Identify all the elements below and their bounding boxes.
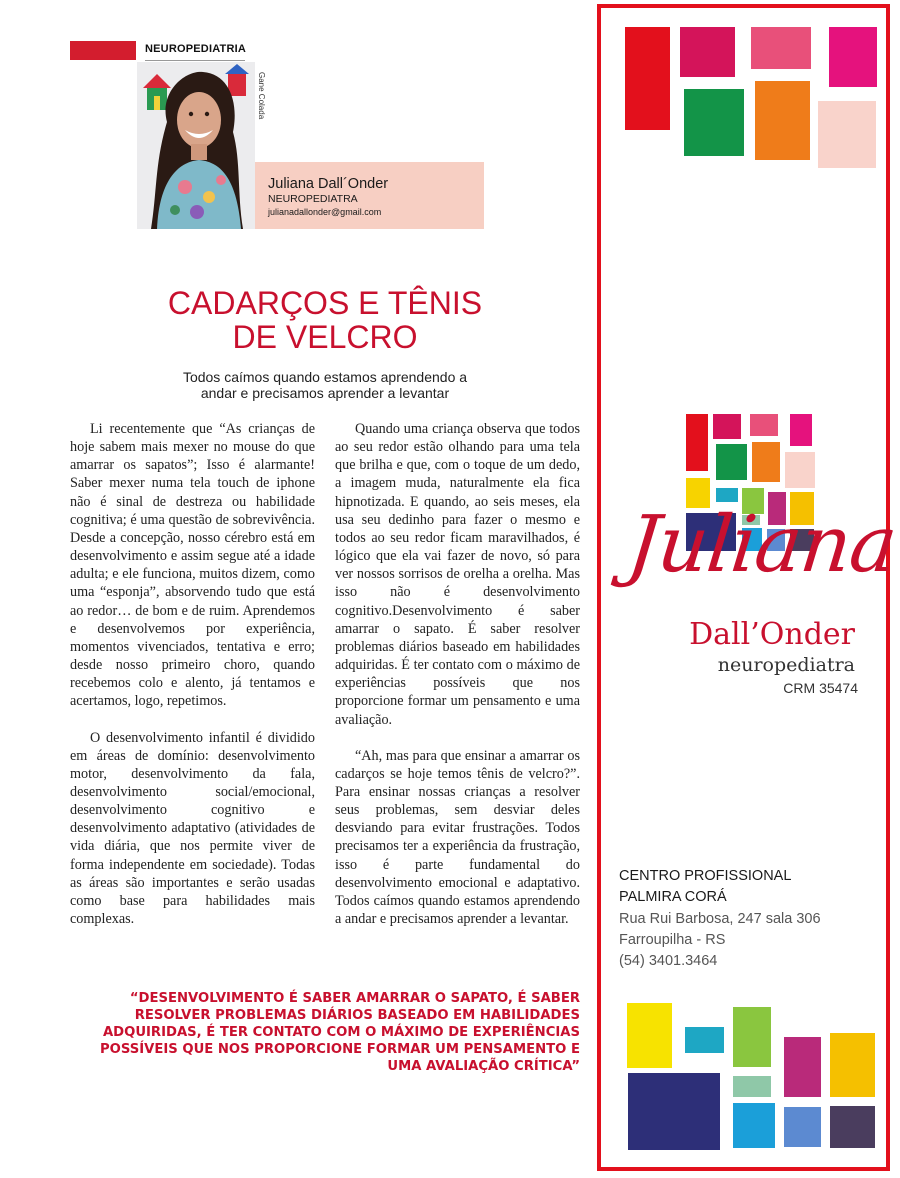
pull-quote-line: RESOLVER PROBLEMAS DIÁRIOS BASEADO EM HABILIDADES	[134, 1008, 580, 1023]
decor-square	[751, 27, 811, 69]
decor-square	[830, 1033, 875, 1097]
article-subtitle-line: andar e precisamos aprender a levantar	[200, 385, 450, 401]
article-subtitle-line: Todos caímos quando estamos aprendendo a	[182, 369, 468, 385]
decor-square	[680, 27, 735, 77]
decor-square	[628, 1073, 720, 1150]
decor-square	[733, 1076, 771, 1097]
author-email[interactable]: julianadallonder@gmail.com	[268, 207, 382, 217]
portrait-illustration	[137, 62, 255, 229]
article-subtitle	[120, 369, 530, 401]
phone-number[interactable]: (54) 3401.3464	[619, 953, 718, 969]
section-label: NEUROPEDIATRIA	[145, 43, 246, 55]
paragraph: Li recentemente que “As crianças de hoje sabem mais mexer no mouse do que amarrar os sapatos”; Isso é alarmante! Saber mexer numa tela touch de iphone não é sinal de destreza ou habilidade cognitiva; é uma questão de sobrevivência. Desde a concepção, nosso cérebro está em desenvolvimento e assim segue até a idade adulta; e ele funciona, muitos dizem, como uma “esponja”, absorvendo tudo que está ao redor… de bom e de ruim. Aprendemos e desenvolvemos por experiência, momentos vivenciados, tentativa e erro; desde nosso primeiro choro, quando recebemos colo e alento, já tentamos e acertamos, logo, repetimos.	[70, 421, 315, 710]
address-line: CENTRO PROFISSIONAL	[619, 868, 792, 884]
article-title-line: DE VELCRO	[232, 319, 418, 355]
section-rule	[145, 60, 245, 61]
address-line: PALMIRA CORÁ	[619, 889, 727, 905]
article-column-right	[335, 420, 580, 946]
logo-script-name: Juliana	[623, 500, 900, 590]
pull-quote-line: ADQUIRIDAS, É TER CONTATO COM O MÁXIMO DE EXPERIÊNCIAS	[102, 1025, 580, 1040]
paragraph: “Ah, mas para que ensinar a amarrar os cadarços se hoje temos tênis de velcro?”. Para ensinar nossas crianças a resolver seus problemas, sem desviar deles desviando para evitar frustrações. Todos precisamos ter a experiência da frustração, isso é parte fundamental do desenvolvimento emocional e adaptativo. Todos caímos quando estamos aprendendo a andar e precisamos aprender a levantar.	[335, 747, 580, 928]
address-line: Farroupilha - RS	[619, 932, 726, 948]
author-photo	[137, 62, 255, 229]
decor-square	[627, 1003, 672, 1068]
article-title	[70, 286, 580, 354]
decor-square	[733, 1103, 775, 1148]
logo-square	[713, 414, 741, 439]
address-line: Rua Rui Barbosa, 247 sala 306	[619, 911, 821, 927]
decor-square	[830, 1106, 875, 1148]
paragraph: O desenvolvimento infantil é dividido em áreas de domínio: desenvolvimento motor, desenvolvimento da fala, desenvolvimento social/emocional, desenvolvimento cognitivo e desenvolvimento adaptativo (atividades de vida diária, que nos permite viver de forma independente em sociedade). Todas as áreas são importantes e serão usadas como base para habilidades mais complexas.	[70, 729, 315, 928]
pull-quote-line: UMA AVALIAÇÃO CRÍTICA”	[387, 1059, 580, 1074]
decor-square	[733, 1007, 771, 1067]
decor-square	[685, 1027, 724, 1053]
logo-specialty: neuropediatra	[717, 654, 855, 676]
decor-square	[818, 101, 876, 168]
author-name: Juliana Dall´Onder	[268, 176, 389, 192]
logo-square	[716, 444, 747, 480]
crm-number: CRM 35474	[783, 680, 858, 696]
decor-square	[755, 81, 810, 160]
photo-credit: Gane Colada	[257, 72, 266, 120]
author-role: NEUROPEDIATRA	[268, 193, 358, 205]
logo-square	[785, 452, 815, 488]
decor-square	[829, 27, 877, 87]
decor-square	[784, 1107, 821, 1147]
section-color-bar	[70, 41, 136, 60]
logo-square	[790, 414, 812, 446]
decor-square	[684, 89, 744, 156]
pull-quote	[80, 990, 580, 1075]
paragraph: Quando uma criança observa que todos ao seu redor estão olhando para uma tela que brilha e que, com o toque de um dedo, a imagem muda, naturalmente ela fica hipnotizada. E quando, ao seis meses, ela usa seu dedinho para fazer o mesmo e todos ao seu redor ficam maravilhados, é lógico que ela vai fazer de novo, só para ver nossos sorrisos de orelha a orelha. Mas isso não é desenvolvimento cognitivo.Desenvolvimento é saber amarrar o sapato. É saber resolver problemas diários baseado em habilidades adquiridas. É ter contato com o máximo de experiências possíveis que nos proporcione formar um pensamento e uma avaliação.	[335, 421, 580, 728]
pull-quote-line: “DESENVOLVIMENTO É SABER AMARRAR O SAPATO, É SABER	[129, 991, 580, 1006]
logo-square	[752, 442, 780, 482]
article-column-left	[70, 420, 315, 946]
logo-surname: Dall’Onder	[689, 617, 855, 652]
article-title-line: CADARÇOS E TÊNIS	[167, 285, 483, 321]
logo-square	[750, 414, 778, 436]
pull-quote-line: POSSÍVEIS QUE NOS PROPORCIONE FORMAR UM PENSAMENTO E	[99, 1042, 580, 1057]
decor-square	[625, 27, 670, 130]
decor-square	[784, 1037, 821, 1097]
logo-square	[686, 414, 708, 471]
